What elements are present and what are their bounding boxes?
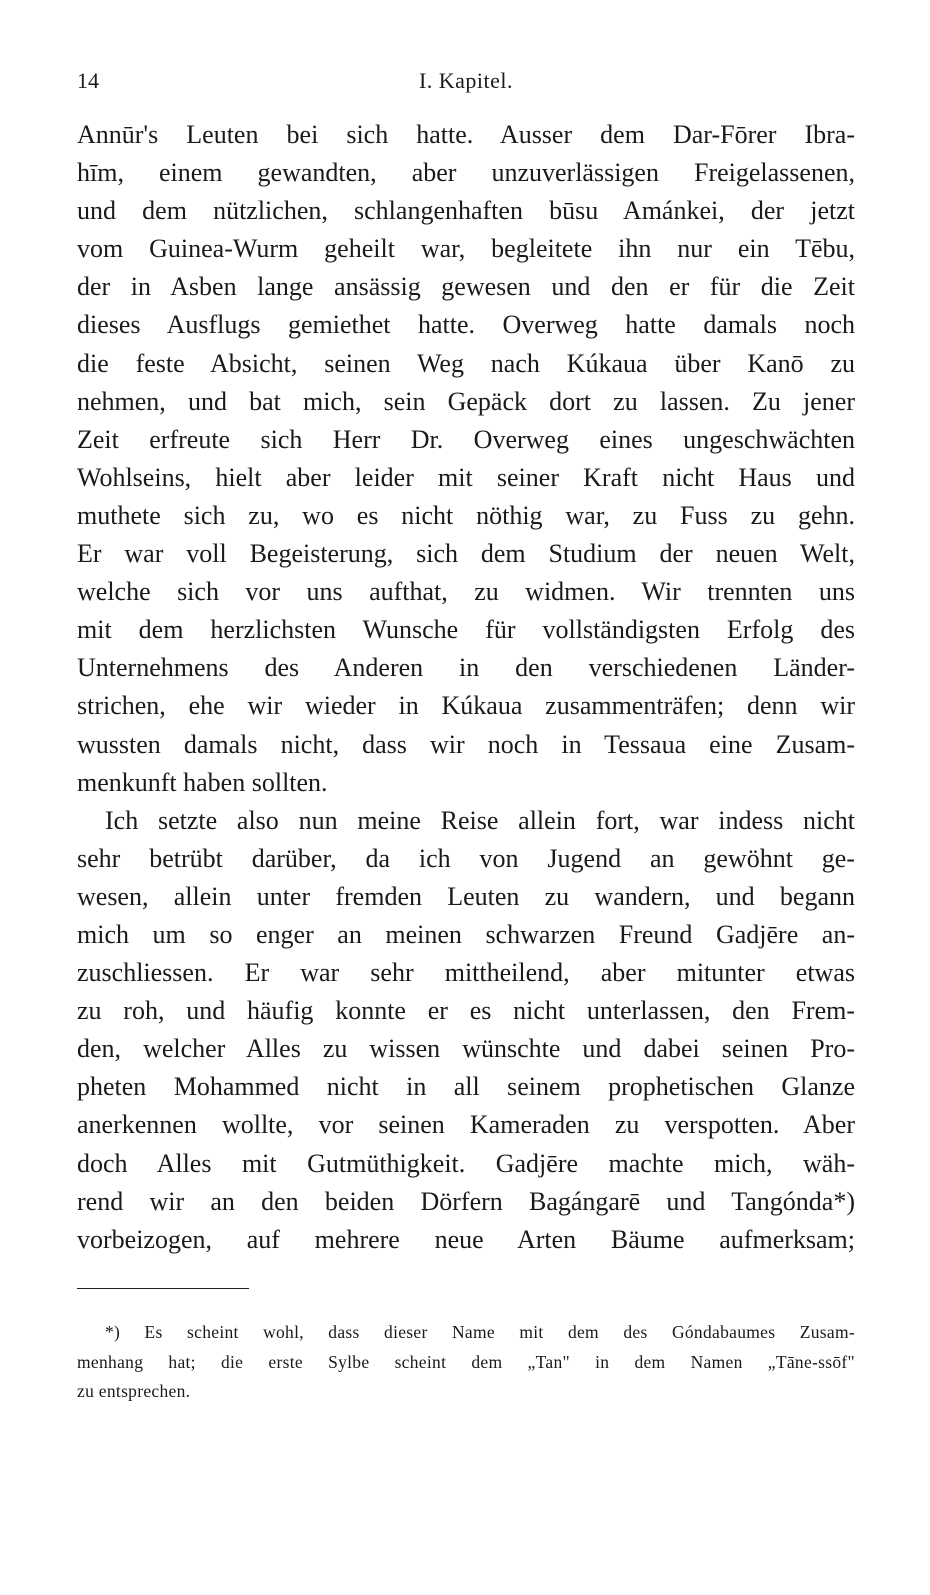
text-line: zuschliessen. Er war sehr mittheilend, aber mitunter etwas [77, 958, 855, 988]
text-line: menkunft haben sollten. [77, 767, 328, 797]
text-line: Wohlseins, hielt aber leider mit seiner Kraft nicht Haus und [77, 462, 855, 492]
text-line: dieses Ausflugs gemiethet hatte. Overweg hatte damals noch [77, 310, 855, 340]
text-line: muthete sich zu, wo es nicht nöthig war, zu Fuss zu gehn. [77, 500, 855, 530]
text-line: welche sich vor uns aufthat, zu widmen. Wir trennten uns [77, 577, 855, 607]
text-line: wussten damals nicht, dass wir noch in Tessaua eine Zusam- [77, 729, 855, 759]
text-line: den, welcher Alles zu wissen wünschte und dabei seinen Pro- [77, 1034, 855, 1064]
footnote-line: zu entsprechen. [77, 1381, 191, 1401]
text-line: doch Alles mit Gutmüthigkeit. Gadjēre machte mich, wäh- [77, 1148, 855, 1178]
text-line: die feste Absicht, seinen Weg nach Kúkaua über Kanō zu [77, 348, 855, 378]
text-line: rend wir an den beiden Dörfern Bagángarē und Tangónda*) [77, 1186, 855, 1216]
text-line: pheten Mohammed nicht in all seinem prophetischen Glanze [77, 1072, 855, 1102]
text-line: mich um so enger an meinen schwarzen Freund Gadjēre an- [77, 919, 855, 949]
text-line: hīm, einem gewandten, aber unzuverlässigen Freigelassenen, [77, 158, 855, 188]
text-line: vom Guinea-Wurm geheilt war, begleitete ihn nur ein Tēbu, [77, 234, 855, 264]
page-header [77, 64, 855, 98]
body-text [77, 116, 855, 1259]
footnote-line: menhang hat; die erste Sylbe scheint dem „Tan" in dem Namen „Tāne-ssōf" [77, 1351, 855, 1372]
page-number: 14 [77, 68, 99, 93]
text-line: sehr betrübt darüber, da ich von Jugend an gewöhnt ge- [77, 843, 855, 873]
text-line: Ich setzte also nun meine Reise allein fort, war indess nicht [105, 805, 855, 835]
text-line: der in Asben lange ansässig gewesen und den er für die Zeit [77, 272, 855, 302]
text-line: zu roh, und häufig konnte er es nicht unterlassen, den Frem- [77, 996, 855, 1026]
text-line: wesen, allein unter fremden Leuten zu wandern, und begann [77, 881, 855, 911]
text-line: strichen, ehe wir wieder in Kúkaua zusammenträfen; denn wir [77, 691, 855, 721]
footnote-divider [77, 1288, 249, 1289]
text-line: Er war voll Begeisterung, sich dem Studium der neuen Welt, [77, 539, 855, 569]
book-page [77, 0, 855, 1595]
text-line: und dem nützlichen, schlangenhaften būsu Amánkei, der jetzt [77, 196, 855, 226]
text-line: Zeit erfreute sich Herr Dr. Overweg eines ungeschwächten [77, 424, 855, 454]
text-line: anerkennen wollte, vor seinen Kameraden zu verspotten. Aber [77, 1110, 855, 1140]
text-line: Unternehmens des Anderen in den verschiedenen Länder- [77, 653, 855, 683]
running-head: I. Kapitel. [418, 68, 514, 93]
text-line: Annūr's Leuten bei sich hatte. Ausser dem Dar-Fōrer Ibra- [77, 120, 855, 149]
text-line: nehmen, und bat mich, sein Gepäck dort zu lassen. Zu jener [77, 386, 855, 416]
text-line: mit dem herzlichsten Wunsche für vollständigsten Erfolg des [77, 615, 855, 645]
footnote [77, 1318, 855, 1407]
text-line: vorbeizogen, auf mehrere neue Arten Bäume aufmerksam; [77, 1224, 855, 1254]
footnote-line: *) Es scheint wohl, dass dieser Name mit dem des Góndabaumes Zusam- [105, 1322, 855, 1342]
